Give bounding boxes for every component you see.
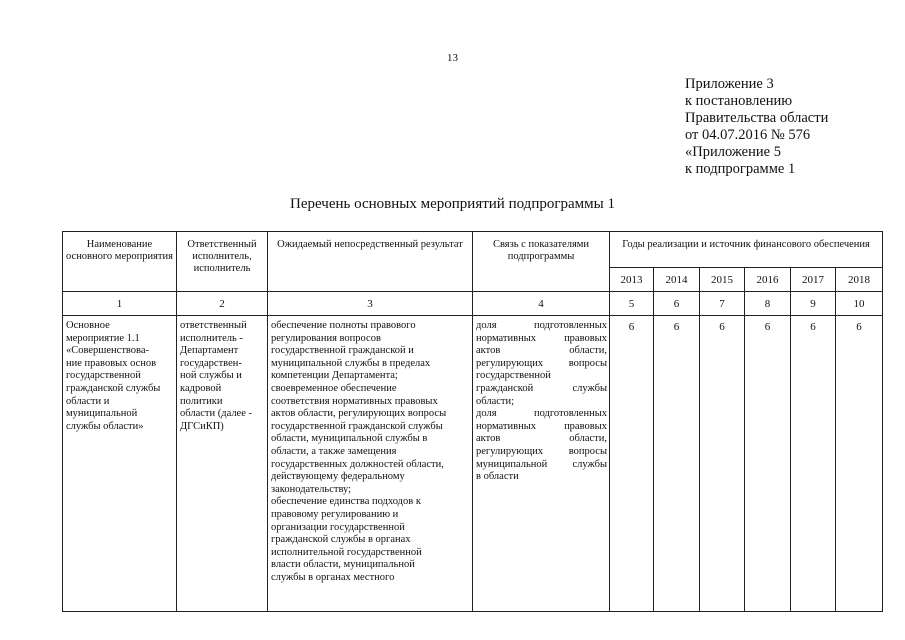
text-line [476,358,607,371]
column-number: 4 [473,292,610,316]
text-word: регулирующих [476,357,544,369]
text-line: государственной [66,370,141,382]
text-line: области, муниципальной службы в [271,433,428,445]
text-line: области и [66,395,110,407]
text-word: гражданской [476,382,534,394]
text-line: исполнительной государственной [271,546,422,558]
text-line: своевременное обеспечение [271,382,397,394]
appendix-line: от 04.07.2016 № 576 [685,127,811,143]
appendix-line: к подпрограмме 1 [685,161,796,177]
text-line: ответственный [180,320,247,331]
text-word: доля [476,320,497,331]
page-number: 13 [447,52,458,64]
text-line [476,408,607,421]
text-line [476,396,607,409]
text-line [476,345,607,358]
text-line: действующему федеральному [271,471,405,483]
text-line [476,421,607,434]
year-value: 6 [700,316,745,612]
text-line: государственной гражданской службы [271,420,443,432]
column-number: 6 [654,292,700,316]
text-line: ние правовых основ [66,357,157,369]
appendix-line: к постановлению [685,93,793,109]
text-word: актов [476,433,501,445]
text-line [476,471,607,484]
year-value: 6 [654,316,700,612]
text-word: государственной [476,370,551,382]
text-line: государственной гражданской и [271,345,414,357]
table-row [63,316,883,612]
year-value: 6 [791,316,836,612]
text-word: регулирующих [476,445,544,457]
header-year: 2016 [745,268,791,292]
column-number: 5 [610,292,654,316]
text-word: в области [476,471,519,483]
text-line: «Совершенствова- [66,345,150,357]
text-word: подготовленных [533,320,607,331]
text-line: обеспечение полноты правового [271,320,416,331]
column-number: 2 [177,292,268,316]
text-line: актов области, регулирующих вопросы [271,408,447,420]
text-line: политики [180,395,223,407]
header-result: Ожидаемый непосредственный результат [268,232,473,292]
expected-result-cell [268,316,473,612]
text-line: области (далее - [180,408,252,420]
column-number: 10 [836,292,883,316]
header-year: 2013 [610,268,654,292]
text-line: соответствия нормативных правовых [271,395,438,407]
header-year: 2017 [791,268,836,292]
text-line: мероприятие 1.1 [66,332,140,344]
text-line [476,383,607,396]
text-word: службы [572,382,607,394]
text-word: вопросы [568,357,607,369]
text-line [476,433,607,446]
text-word: нормативных [476,420,537,432]
text-line: Департамент [180,345,239,357]
column-number: 1 [63,292,177,316]
text-word: области, [569,345,607,357]
text-word: муниципальной [476,458,548,470]
text-line: правовому регулированию и [271,508,399,520]
text-word: правовых [564,332,607,344]
text-line: службы в органах местного [271,571,395,583]
header-year: 2018 [836,268,883,292]
text-line [476,320,607,333]
text-word: области, [569,433,607,445]
header-year: 2015 [700,268,745,292]
text-line: обеспечение единства подходов к [271,496,421,508]
text-line [476,333,607,346]
text-line: гражданской службы [66,382,161,394]
year-value: 6 [610,316,654,612]
text-line: гражданской службы в органах [271,534,411,546]
header-name: Наименование основного мероприятия [63,232,177,292]
text-word: вопросы [568,445,607,457]
text-word: доля [476,408,497,420]
executor-cell [177,316,268,612]
text-line: кадровой [180,382,222,394]
text-word: правовых [564,420,607,432]
text-word: нормативных [476,332,537,344]
column-number: 8 [745,292,791,316]
text-line: муниципальной [66,408,138,420]
text-line: ной службы и [180,370,242,382]
activity-name-cell [63,316,177,612]
header-executor: Ответственный исполнитель, исполнитель [177,232,268,292]
text-line [476,370,607,383]
appendix-block [685,76,828,178]
column-number: 9 [791,292,836,316]
text-line: государствен- [180,357,242,369]
column-number: 3 [268,292,473,316]
text-line: ДГСиКП) [180,420,224,432]
text-line: муниципальной службы в пределах [271,357,431,369]
text-line: законодательству; [271,483,352,495]
text-line: государственных должностей области, [271,458,444,470]
text-line: власти области, муниципальной [271,559,415,571]
text-line: службы области» [66,420,144,432]
text-word: службы [572,458,607,470]
text-line [476,446,607,459]
text-line: организации государственной [271,521,405,533]
text-line: исполнитель - [180,332,243,344]
text-word: области; [476,395,515,407]
year-value: 6 [745,316,791,612]
column-number: 7 [700,292,745,316]
header-year: 2014 [654,268,700,292]
text-line [476,459,607,472]
appendix-line: Приложение 3 [685,76,774,92]
appendix-line: «Приложение 5 [685,144,781,160]
text-line: регулирования вопросов [271,332,381,344]
text-word: подготовленных [533,408,607,420]
header-link: Связь с показателями подпрограммы [473,232,610,292]
activities-table [62,231,883,612]
header-years-group: Годы реализации и источник финансового обеспечения [610,232,883,268]
indicator-link-cell [473,316,610,612]
column-number-row [63,292,883,316]
appendix-line: Правительства области [685,110,829,126]
year-value: 6 [836,316,883,612]
text-line: компетенции Департамента; [271,370,398,382]
text-line: Основное [66,320,110,331]
text-word: актов [476,345,501,357]
document-title: Перечень основных мероприятий подпрограммы 1 [290,196,615,212]
text-line: области, а также замещения [271,445,397,457]
